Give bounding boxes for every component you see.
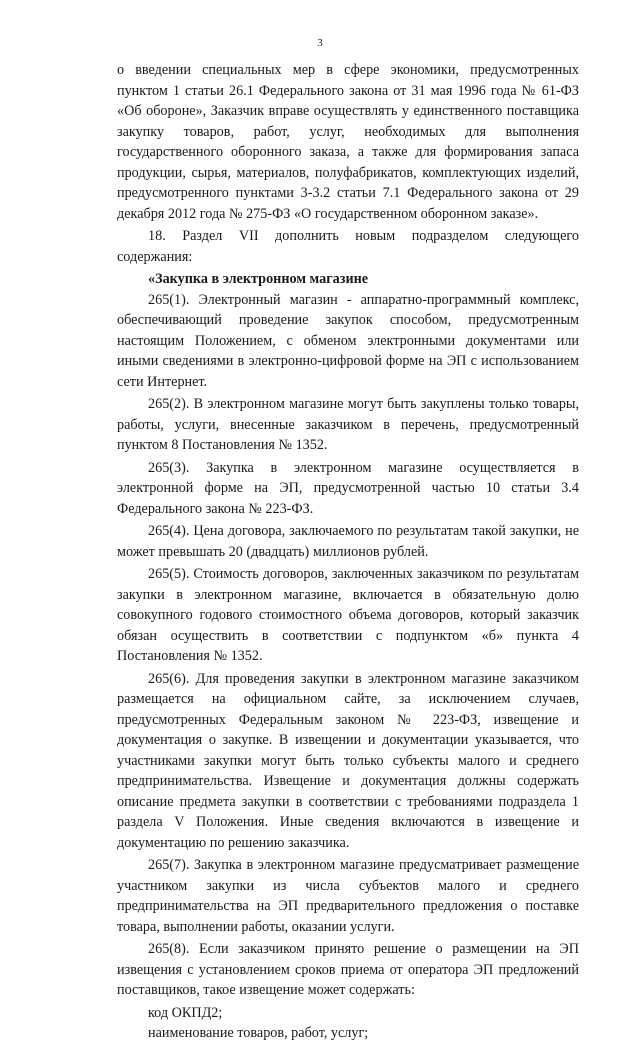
section-title: «Закупка в электронном магазине — [148, 271, 369, 287]
clause-265-5: 265(5). Стоимость договоров, заключенных заказчиком по результатам закупки в электронном магазине, включается в обязательную долю совокупного годового стоимостного объема договоров, который заказчик обязан осуществить в соответствии с подпунктом «б» пункта 4 Постановления № 1352. — [117, 566, 579, 664]
list-item-goods-name: наименование товаров, работ, услуг; — [148, 1025, 369, 1041]
clause-265-7: 265(7). Закупка в электронном магазине предусматривает размещение участником закупки из числа субъектов малого и среднего предпринимательства на ЭП предварительного предложения о поставке товара, выполнении работы, оказании услуги. — [117, 857, 579, 935]
clause-265-4: 265(4). Цена договора, заключаемого по результатам такой закупки, не может превышать 20 (двадцать) миллионов рублей. — [117, 523, 579, 560]
list-item-okpd2: код ОКПД2; — [148, 1004, 223, 1021]
page-number: 3 — [317, 37, 323, 49]
intro-paragraph: о введении специальных мер в сфере экономики, предусмотренных пунктом 1 статьи 26.1 Федерального закона от 31 мая 1996 года № 61-ФЗ «Об обороне», Заказчик вправе осуществлять у единственного поставщика закупку товаров, работ, услуг, необходимых для выполнения государственного оборонного заказа, а также для формирования запаса продукции, сырья, материалов, полуфабрикатов, комплектующих изделий, предусмотренного пунктами 3-3.2 статьи 7.1 Федерального закона от 29 декабря 2012 года № 275-ФЗ «О государственном оборонном заказе». — [117, 62, 579, 222]
clause-265-6: 265(6). Для проведения закупки в электронном магазине заказчиком размещается на официальном сайте, за исключением случаев, предусмотренных Федеральным законом № 223-ФЗ, извещение и документация о закупке. В извещении и документации указывается, что участниками закупки могут быть только субъекты малого и среднего предпринимательства. Извещение и документация должны содержать описание предмета закупки в соответствии с требованиями подраздела 1 раздела V Положения. Иные сведения включаются в извещение и документацию по решению заказчика. — [117, 670, 579, 851]
clause-265-3: 265(3). Закупка в электронном магазине осуществляется в электронной форме на ЭП, предусмотренной частью 10 статьи 3.4 Федерального закона № 223-ФЗ. — [117, 459, 579, 517]
amendment-paragraph: 18. Раздел VII дополнить новым подразделом следующего содержания: — [117, 228, 579, 265]
clause-265-1: 265(1). Электронный магазин - аппаратно-программный комплекс, обеспечивающий проведение закупок способом, предусмотренным настоящим Положением, с обменом электронными документами или иными сведениями в электронно-цифровой форме на ЭП с использованием сети Интернет. — [117, 291, 579, 390]
clause-265-8: 265(8). Если заказчиком принято решение о размещении на ЭП извещения с установлением сроков приема от оператора ЭП предложений поставщиков, такое извещение может содержать: — [117, 941, 579, 998]
document-body — [117, 60, 579, 1044]
clause-265-2: 265(2). В электронном магазине могут быть закуплены только товары, работы, услуги, внесенные заказчиком в перечень, предусмотренный пунктом 8 Постановления № 1352. — [117, 396, 579, 453]
